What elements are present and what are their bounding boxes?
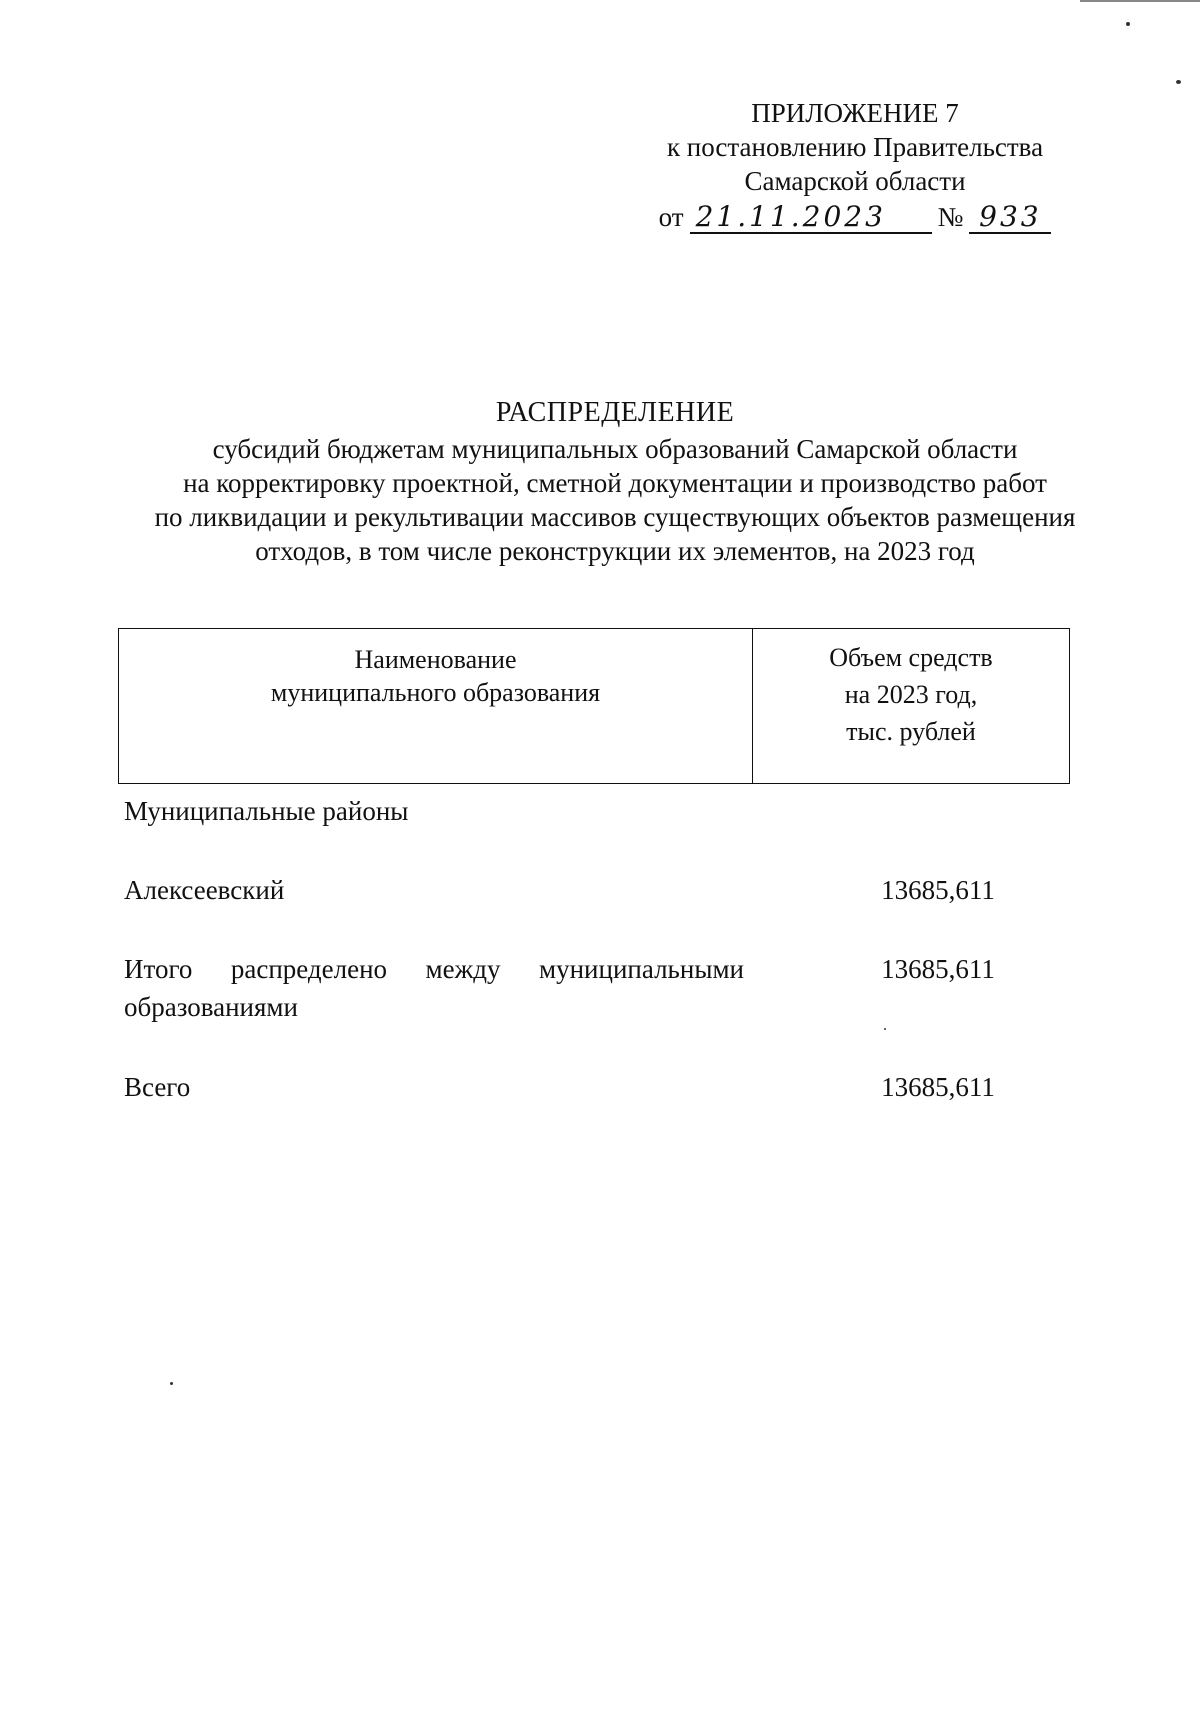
scan-speck (170, 1382, 173, 1385)
total-value: 13685,611 (881, 1072, 995, 1102)
header-name-column (119, 629, 753, 783)
appendix-header (620, 96, 1090, 234)
row-value: 13685,611 (881, 875, 995, 905)
appendix-title: ПРИЛОЖЕНИЕ 7 (751, 98, 959, 128)
appendix-line-2: Самарской области (744, 166, 966, 196)
header-volume-line-1: Объем средств (829, 643, 993, 672)
appendix-date-line (620, 200, 1090, 234)
appendix-line-1: к постановлению Правительства (666, 132, 1044, 162)
header-volume-line-2: на 2023 год, (844, 680, 978, 709)
section-label: Муниципальные районы (124, 796, 409, 826)
scan-edge-line (1080, 0, 1200, 2)
header-name-line-2: муниципального образования (270, 678, 601, 707)
handwritten-number: 933 (969, 202, 1051, 234)
number-prefix: № (937, 202, 964, 232)
subtotal-name-line-1: Итого распределено между муниципальными (124, 954, 744, 984)
scan-speck (1126, 22, 1130, 26)
date-prefix: от (658, 202, 684, 232)
title-line-4: отходов, в том числе реконструкции их элементов, на 2023 год (255, 536, 975, 566)
scan-speck (1176, 80, 1181, 84)
title-heading: РАСПРЕДЕЛЕНИЕ (495, 397, 735, 428)
total-name: Всего (124, 1072, 191, 1102)
title-line-1: субсидий бюджетам муниципальных образований Самарской области (212, 434, 1018, 464)
subtotal-name-line-2: образованиями (124, 992, 298, 1022)
handwritten-date: 21.11.2023 (690, 202, 932, 234)
header-volume-line-3: тыс. рублей (846, 717, 976, 746)
header-volume-column (753, 629, 1069, 783)
scan-speck (884, 1028, 886, 1030)
title-line-3: по ликвидации и рекультивации массивов существующих объектов размещения (154, 502, 1076, 532)
subtotal-value: 13685,611 (881, 954, 995, 984)
subtotal-name (124, 950, 744, 1026)
row-name: Алексеевский (124, 875, 285, 905)
table-header (118, 628, 1070, 784)
title-line-2: на корректировку проектной, сметной документации и производство работ (183, 468, 1047, 498)
document-title (80, 396, 1150, 568)
header-name-line-1: Наименование (354, 645, 517, 674)
